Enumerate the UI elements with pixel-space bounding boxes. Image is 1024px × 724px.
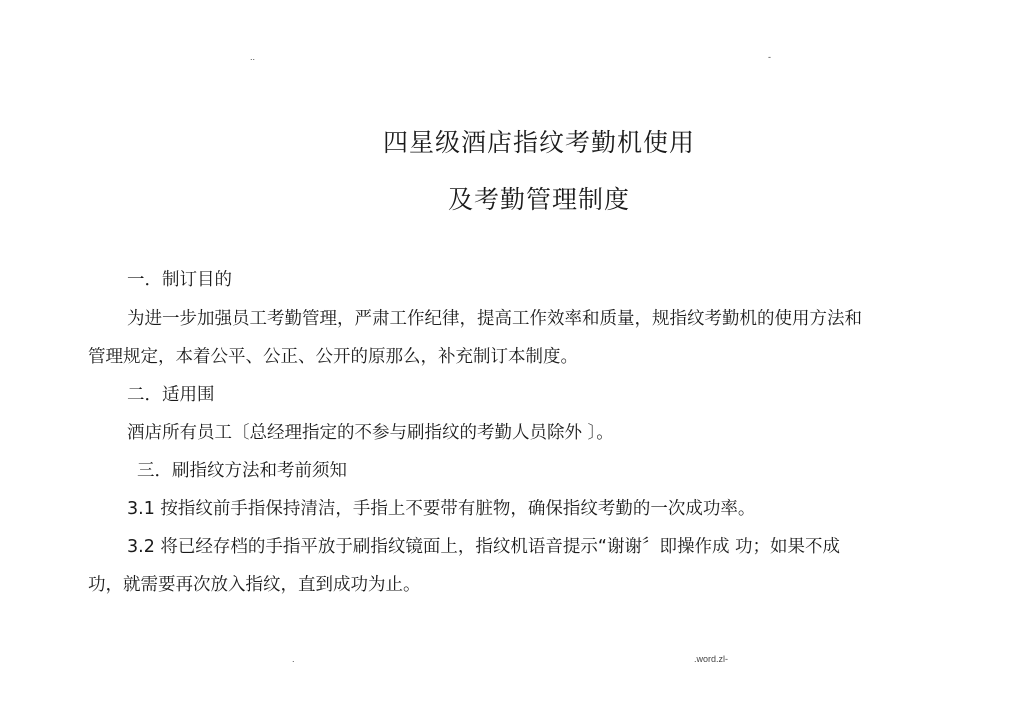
footer-right-mark: .word.zl- [694, 654, 729, 664]
clause-3-1: 3.1 按指纹前手指保持清洁，手指上不要带有脏物，确保指纹考勤的一次成功率。 [127, 499, 756, 519]
clause-3-2-line-2: 功，就需要再次放入指纹，直到成功为止。 [88, 575, 421, 595]
section-1-heading: 一．制订目的 [127, 270, 232, 290]
section-3-heading: 三．刷指纹方法和考前须知 [137, 461, 347, 481]
document-title-line-2: 及考勤管理制度 [447, 185, 630, 214]
section-2-paragraph: 酒店所有员工〔总经理指定的不参与刷指纹的考勤人员除外 〕。 [127, 423, 614, 443]
footer-left-mark: . [292, 654, 295, 664]
header-left-mark: .. [250, 52, 256, 62]
section-2-heading: 二．适用围 [127, 385, 215, 405]
clause-3-2-line-1: 3.2 将已经存档的手指平放于刷指纹镜面上，指纹机语音提示“谢谢〞即操作成 功；如果不成 [127, 537, 841, 557]
header-right-mark: - [768, 52, 771, 62]
section-1-paragraph-line-2: 管理规定，本着公平、公正、公开的原那么，补充制订本制度。 [88, 347, 578, 367]
section-1-paragraph-line-1: 为进一步加强员工考勤管理，严肃工作纪律，提高工作效率和质量，规指纹考勤机的使用方法和 [127, 309, 862, 329]
document-title-line-1: 四星级酒店指纹考勤机使用 [382, 128, 695, 157]
